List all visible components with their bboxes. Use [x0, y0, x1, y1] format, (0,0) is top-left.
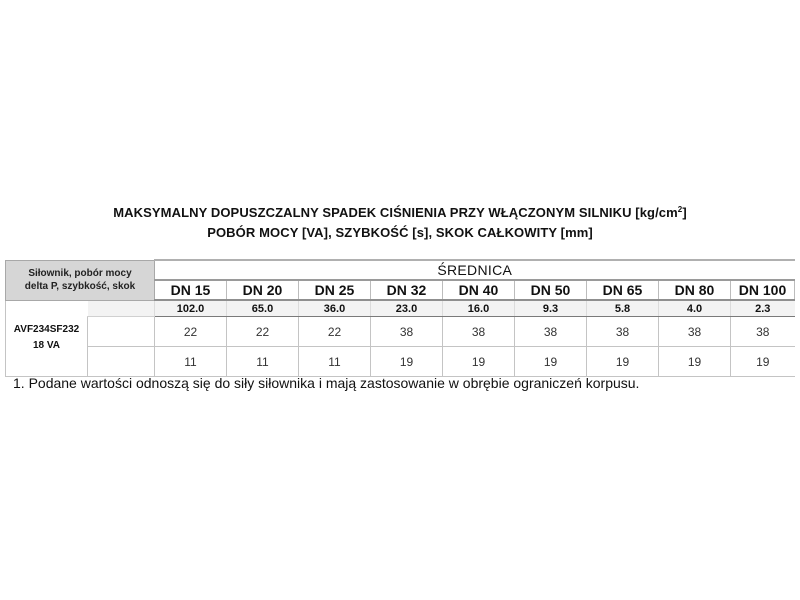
- col-header-dn32: DN 32: [371, 280, 443, 300]
- table-cell: 4.0: [659, 300, 731, 317]
- col-header-dn50: DN 50: [515, 280, 587, 300]
- table-cell: 2.3: [731, 300, 795, 317]
- table-cell: 9.3: [515, 300, 587, 317]
- table-cell: 5.8: [587, 300, 659, 317]
- title-line-2: POBÓR MOCY [VA], SZYBKOŚĆ [s], SKOK CAŁKOWITY [mm]: [207, 225, 593, 240]
- header-left-line-1: Siłownik, pobór mocy: [28, 268, 132, 279]
- table-row-stroke: [6, 347, 795, 377]
- table-cell: 11: [155, 347, 227, 377]
- header-actuator-params: [6, 260, 155, 300]
- title-superscript: 2: [677, 205, 683, 214]
- table-cell: 22: [155, 317, 227, 347]
- actuator-model: AVF234SF232: [13, 324, 80, 336]
- table-cell: 38: [587, 317, 659, 347]
- table-cell: 38: [443, 317, 515, 347]
- col-header-dn25: DN 25: [299, 280, 371, 300]
- actuator-cell: [6, 300, 88, 377]
- header-left-line-2: delta P, szybkość, skok: [24, 281, 136, 292]
- empty-cell: [88, 317, 155, 347]
- col-header-dn80: DN 80: [659, 280, 731, 300]
- table-cell: 22: [227, 317, 299, 347]
- table-cell: 11: [299, 347, 371, 377]
- title-line-1-end: ]: [682, 205, 687, 220]
- table-cell: 19: [371, 347, 443, 377]
- table-cell: 11: [227, 347, 299, 377]
- table-row-speed: [6, 317, 795, 347]
- col-header-dn100: DN 100: [731, 280, 795, 300]
- table-cell: 38: [659, 317, 731, 347]
- table-cell: 102.0: [155, 300, 227, 317]
- empty-cell: [88, 300, 155, 317]
- table-cell: 36.0: [299, 300, 371, 317]
- spec-table: [5, 259, 795, 377]
- actuator-power: 18 VA: [32, 340, 61, 352]
- table-cell: 65.0: [227, 300, 299, 317]
- empty-cell: [88, 347, 155, 377]
- title-line-1-text: MAKSYMALNY DOPUSZCZALNY SPADEK CIŚNIENIA PRZY WŁĄCZONYM SILNIKU [kg/cm: [113, 205, 678, 220]
- table-cell: 38: [371, 317, 443, 347]
- table-cell: 38: [731, 317, 795, 347]
- table-cell: 19: [443, 347, 515, 377]
- table-row-delta-p: [6, 300, 795, 317]
- col-header-dn65: DN 65: [587, 280, 659, 300]
- table-cell: 38: [515, 317, 587, 347]
- col-header-dn20: DN 20: [227, 280, 299, 300]
- header-diameter: ŚREDNICA: [155, 260, 795, 280]
- table-cell: 16.0: [443, 300, 515, 317]
- title-line-1: [0, 205, 800, 220]
- col-header-dn40: DN 40: [443, 280, 515, 300]
- table-cell: 22: [299, 317, 371, 347]
- table-cell: 19: [731, 347, 795, 377]
- table-cell: 19: [587, 347, 659, 377]
- table-cell: 19: [515, 347, 587, 377]
- table-cell: 23.0: [371, 300, 443, 317]
- table-cell: 19: [659, 347, 731, 377]
- col-header-dn15: DN 15: [155, 280, 227, 300]
- footnote: 1. Podane wartości odnoszą się do siły siłownika i mają zastosowanie w obrębie ograniczeń korpusu.: [13, 375, 640, 391]
